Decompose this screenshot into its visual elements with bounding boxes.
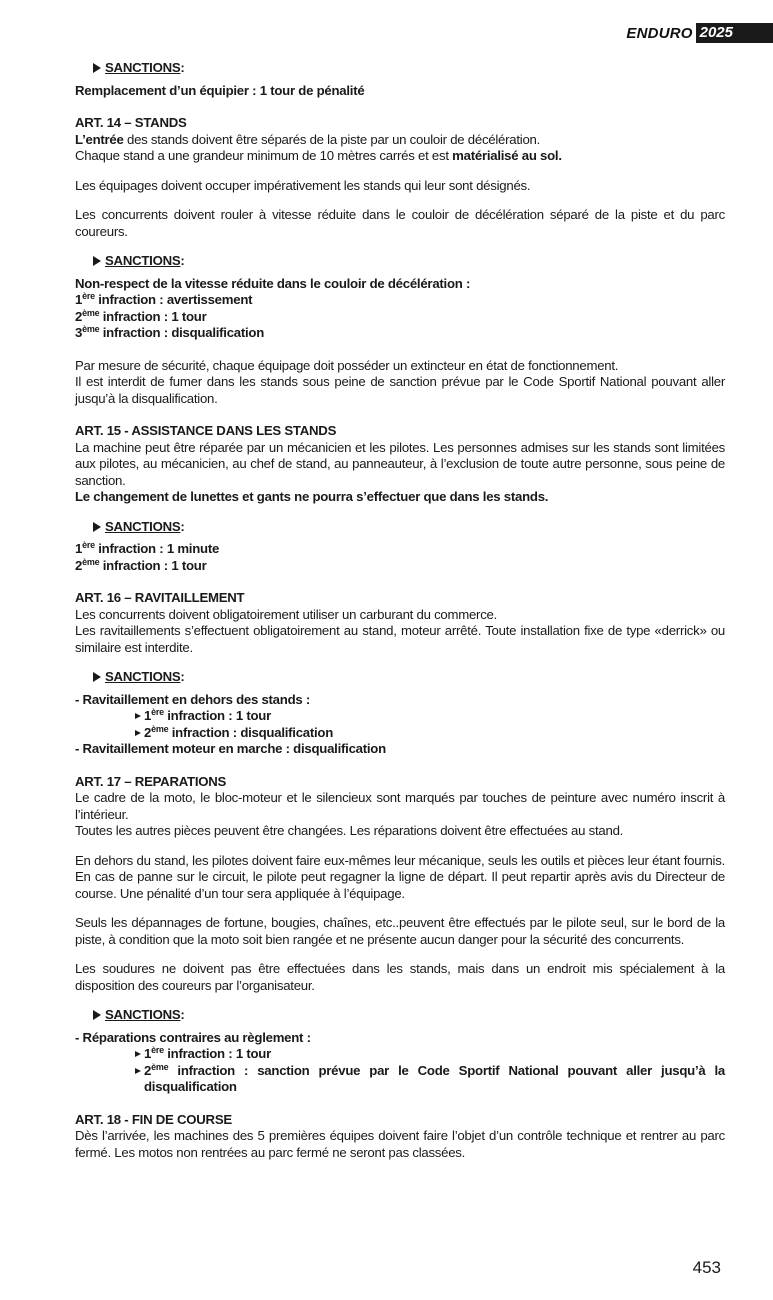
triangle-bullet-icon [93, 256, 101, 266]
header-tag [626, 23, 773, 43]
page-number: 453 [692, 1258, 721, 1277]
sanctions-colon: : [180, 669, 185, 684]
paragraph: Les concurrents doivent rouler à vitesse réduite dans le couloir de décélération séparé de la piste et du parc coureurs. [75, 207, 725, 239]
sanctions-heading [93, 669, 725, 686]
sanction-line: - Réparations contraires au règlement : [75, 1029, 311, 1045]
sanction-line: - Ravitaillement en dehors des stands : [75, 691, 311, 707]
small-triangle-bullet-icon [135, 713, 141, 719]
sanction-subitem: 2ème infraction : disqualification [135, 725, 725, 742]
sanctions-heading [93, 253, 725, 270]
paragraph: Les équipages doivent occuper impérativement les stands qui leur sont désignés. [75, 177, 531, 193]
sanction-subitem: 2ème infraction : sanction prévue par le Code Sportif National pouvant aller jusqu’à la disqualification [135, 1063, 725, 1096]
paragraph: Dès l’arrivée, les machines des 5 premières équipes doivent faire l’objet d’un contrôle technique et rentrer au parc fermé. Les motos non rentrées au parc fermé ne seront pas classées. [75, 1128, 725, 1160]
paragraph: En dehors du stand, les pilotes doivent faire eux-mêmes leur mécanique, seuls les outils et pièces leur étant fournis. En cas de panne sur le circuit, le pilote peut regagner la ligne de départ. Il peut repartir après avis du Directeur de course. Une pénalité d’un tour sera appliquée à l’équipage. [75, 852, 725, 901]
article-title: ART. 18 - FIN DE COURSE [75, 1111, 232, 1127]
sanction-line: 3ème infraction : disqualification [75, 324, 265, 340]
document-body [75, 60, 725, 1161]
paragraph: Il est interdit de fumer dans les stands sous peine de sanction prévue par le Code Sportif National pouvant aller jusqu’à la disqualification. [75, 374, 725, 406]
sanctions-heading [93, 1007, 725, 1024]
paragraph: Toutes les autres pièces peuvent être changées. Les réparations doivent être effectuées au stand. [75, 823, 624, 838]
sanction-line: 2ème infraction : 1 tour [75, 307, 207, 324]
sanctions-heading [93, 519, 725, 536]
sanctions-label: SANCTIONS [105, 518, 181, 534]
sanction-line: Remplacement d’un équipier : 1 tour de pénalité [75, 82, 365, 98]
triangle-bullet-icon [93, 63, 101, 73]
sanctions-colon: : [180, 1007, 185, 1022]
sanction-line: Non-respect de la vitesse réduite dans le couloir de décélération : [75, 275, 471, 291]
small-triangle-bullet-icon [135, 1068, 141, 1074]
small-triangle-bullet-icon [135, 1051, 141, 1057]
paragraph: Les soudures ne doivent pas être effectuées dans les stands, mais dans un endroit mis spécialement à la disposition des coureurs par l’organisateur. [75, 961, 725, 993]
paragraph: L’entrée des stands doivent être séparés de la piste par un couloir de décélération. [75, 131, 541, 147]
header-word: ENDURO [626, 24, 693, 42]
paragraph: Le cadre de la moto, le bloc-moteur et le silencieux sont marqués par touches de peinture avec numéro inscrit à l’intérieur. [75, 790, 725, 822]
sanctions-label: SANCTIONS [105, 253, 181, 268]
triangle-bullet-icon [93, 1010, 101, 1020]
sanctions-colon: : [180, 60, 185, 75]
sanction-subitem: 1ère infraction : 1 tour [135, 708, 725, 725]
sanction-line: 1ère infraction : avertissement [75, 291, 253, 307]
paragraph: Par mesure de sécurité, chaque équipage doit posséder un extincteur en état de fonctionnement. [75, 357, 619, 373]
paragraph: La machine peut être réparée par un mécanicien et les pilotes. Les personnes admises sur les stands sont limitées aux pilotes, au mécanicien, au chef de stand, au panneauteur, à l’exclusion de toute autre personne, sous peine de sanction. [75, 439, 725, 488]
sanction-line: 1ère infraction : 1 minute [75, 540, 220, 556]
header-year: 2025 [696, 23, 773, 43]
paragraph: Le changement de lunettes et gants ne pourra s’effectuer que dans les stands. [75, 489, 549, 504]
paragraph: Les ravitaillements s’effectuent obligatoirement au stand, moteur arrêté. Toute installation fixe de type «derrick» ou similaire est interdite. [75, 623, 725, 655]
triangle-bullet-icon [93, 672, 101, 682]
article-title: ART. 15 - ASSISTANCE DANS LES STANDS [75, 423, 337, 438]
sanctions-colon: : [180, 253, 185, 268]
article-title: ART. 17 – REPARATIONS [75, 773, 227, 789]
sanction-line: - Ravitaillement moteur en marche : disqualification [75, 741, 386, 756]
paragraph: Chaque stand a une grandeur minimum de 10 mètres carrés et est matérialisé au sol. [75, 148, 562, 163]
sanction-line: 2ème infraction : 1 tour [75, 556, 207, 573]
sanctions-label: SANCTIONS [105, 669, 181, 684]
sanctions-heading [93, 60, 725, 77]
paragraph: Seuls les dépannages de fortune, bougies, chaînes, etc..peuvent être effectués par le pilote seul, sur le bord de la piste, à condition que la moto soit bien rangée et ne présente aucun danger pour la sécurité des concurrents. [75, 915, 725, 947]
article-title: ART. 14 – STANDS [75, 115, 187, 130]
small-triangle-bullet-icon [135, 730, 141, 736]
sanctions-label: SANCTIONS [105, 60, 181, 75]
sanctions-colon: : [180, 518, 185, 534]
paragraph: Les concurrents doivent obligatoirement utiliser un carburant du commerce. [75, 606, 498, 622]
triangle-bullet-icon [93, 522, 101, 532]
article-title: ART. 16 – RAVITAILLEMENT [75, 590, 245, 605]
sanction-subitem: 1ère infraction : 1 tour [135, 1046, 725, 1063]
sanctions-label: SANCTIONS [105, 1007, 181, 1022]
